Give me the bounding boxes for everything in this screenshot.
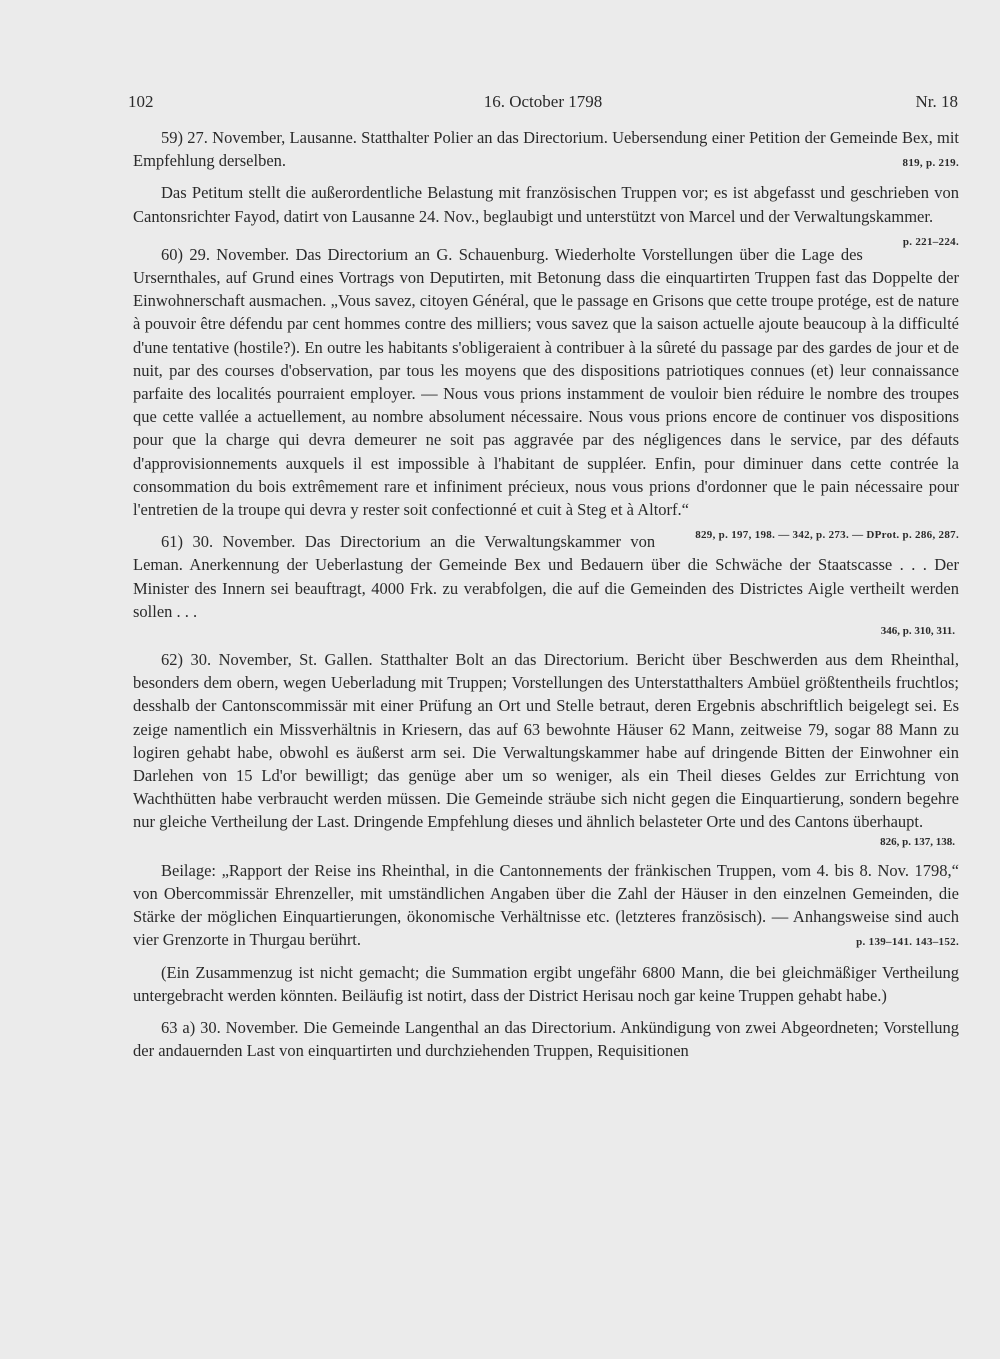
archive-reference: 346, p. 310, 311. — [880, 625, 955, 638]
page-header — [128, 92, 958, 118]
document-number: Nr. 18 — [915, 92, 958, 111]
archive-reference: 819, p. 219. — [902, 157, 959, 170]
entry-text: 62) 30. November, St. Gallen. Statthalter Bolt an das Directorium. Bericht über Beschwerden aus dem Rheinthal, besonders dem obern, wegen Ueberladung mit Truppen; Vorstellungen des Unterstatthalters Ambüel größtentheils fruchtlos; desshalb der Cantonscommissär mit einer Prüfung an Ort und Stelle betraut, deren Ergebnis abschriftlich beigelegt sei. Es zeige namentlich ein Missverhältnis in Kriesern, das auf 63 bewohnte Häuser 62 Mann, zeitweise 79, sogar 88 Mann zu logiren gehabt habe, obwohl es äußerst arm sei. Die Verwaltungskammer habe auf dringende Bitten der Einwohner ein Darlehen von 15 Ld'or bewilligt; das genüge aber um so weniger, als ein Theil dieses Geldes zur Errichtung von Wachthütten habe verbraucht werden müssen. Die Gemeinde sträube sich nicht gegen die Einquartierung, sondern begehre nur gleiche Vertheilung der Last. Dringende Empfehlung dieses und ähnlich belasteter Orte und des Cantons überhaupt. — [133, 650, 959, 832]
entry-text: Das Petitum stellt die außerordentliche Belastung mit französischen Truppen vor; es ist abgefasst und geschrieben von Cantonsrichter Fayod, datirt von Lausanne 24. Nov., beglaubigt und unterstützt von Marcel und der Verwaltungskammer. — [133, 183, 959, 226]
entry-63a — [133, 1016, 959, 1062]
archive-reference: 826, p. 137, 138. — [880, 835, 955, 848]
page-number: 102 — [128, 92, 154, 111]
header-date: 16. October 1798 — [483, 92, 603, 111]
entry-text: 63 a) 30. November. Die Gemeinde Langenthal an das Directorium. Ankündigung von zwei Abgeordneten; Vorstellung der andauernden Last von einquartirten und durchziehenden Truppen, Requisitionen — [133, 1017, 959, 1061]
entry-60 — [133, 243, 959, 542]
document-body — [133, 126, 959, 1062]
entry-text: Beilage: „Rapport der Reise ins Rheinthal, in die Cantonnements der fränkischen Truppen, vom 4. bis 8. Nov. 1798,“ von Obercommissär Ehrenzeller, mit umständlichen Angaben über die Zahl der Häuser in den einzelnen Gemeinden, die Stärke der möglichen Einquartierungen, ökonomische Verhältnisse etc. (letzteres französisch). — Anhangsweise sind auch vier Grenzorte in Thurgau berührt. — [133, 860, 959, 950]
entry-text: 61) 30. November. Das Directorium an die Verwaltungskammer von Leman. Anerkennung der Ueberlastung der Gemeinde Bex und Bedauern über die Schwäche der Staatscasse . . . Der Minister des Innern sei beauftragt, 4000 Frk. zu verabfolgen, die auf die Gemeinden des Districtes Aigle vertheilt werden sollen . . . — [133, 532, 959, 621]
entry-59-summary — [133, 181, 959, 248]
entry-62-attachment — [133, 859, 959, 952]
entry-text: 60) 29. November. Das Directorium an G. Schauenburg. Wiederholte Vorstellungen über die Lage des Ursernthales, auf Grund eines Vortrags von Deputirten, mit Betonung dass die einquartirten Truppen fast das Doppelte der Einwohnerschaft ausmachen. „Vous savez, citoyen Général, que le passage en Grisons que cette troupe protége, est de nature à pouvoir être défendu par cent hommes contre des milliers; vous savez que la saison actuelle ajoute beaucoup à la difficulté d'une tentative (hostile?). En outre les habitants s'obligeraient à contribuer à la sûreté du passage par des gardes de jour et de nuit, par des courses d'observation, par tous les moyens que des dispositions patriotiques connues (et) leur connaissance parfaite des localités pourraient employer. — Nous vous prions instamment de vouloir bien réduire le nombre des troupes que cette vallée a actuellement, au nombre absolument nécessaire. Nous vous prions encore de continuer vos dispositions pour que la charge qui devra demeurer ne soit pas aggravée par des négligences dans le service, par des défauts d'approvisionnements auxquels il est impossible à l'habitant de suppléer. Enfin, pour diminuer dans cette contrée la consommation du bois extrêmement rare et infiniment précieux, nous vous prions d'ordonner que le pain nécessaire pour l'entretien de la troupe qui devra y rester soit confectionné et cuit à Steg et à Altorf.“ — [133, 244, 959, 520]
entry-text: (Ein Zusammenzug ist nicht gemacht; die Summation ergibt ungefähr 6800 Mann, die bei gleichmäßiger Vertheilung untergebracht werden könnten. Beiläufig ist notirt, dass der District Herisau noch gar keine Truppen gehabt habe.) — [133, 962, 959, 1005]
entry-59 — [133, 126, 959, 172]
archive-reference: p. 139–141. 143–152. — [856, 936, 959, 949]
archive-reference: p. 221–224. — [902, 235, 959, 248]
entry-62-note — [133, 961, 959, 1007]
archive-reference: 829, p. 197, 198. — 342, p. 273. — DProt. p. 286, 287. — [695, 529, 959, 542]
entry-62 — [133, 648, 959, 834]
entry-text: 59) 27. November, Lausanne. Statthalter Polier an das Directorium. Uebersendung einer Petition der Gemeinde Bex, mit Empfehlung derselben. — [133, 128, 959, 171]
